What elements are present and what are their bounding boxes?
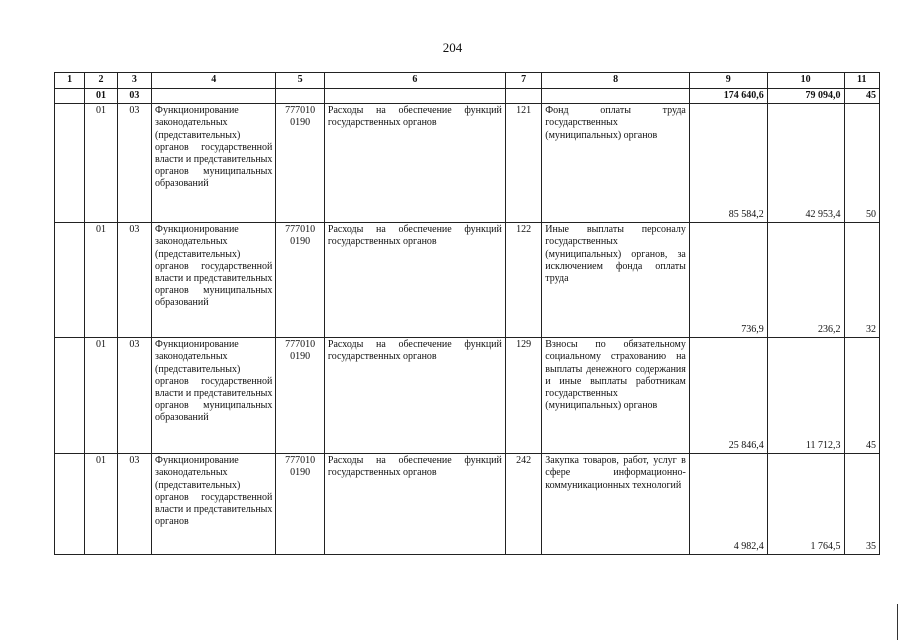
section-code: 01 (85, 104, 117, 223)
expense-type-code: 129 (505, 338, 541, 454)
amount-planned: 25 846,4 (689, 338, 767, 454)
expense-type-name: Взносы по обязательному социальному страхованию на выплаты денежного содержания и иные выплаты работникам государственных (муниципальных) органов (542, 338, 690, 454)
header-cell-1: 1 (55, 73, 85, 89)
target-article-name: Расходы на обеспечение функций государственных органов (324, 104, 505, 223)
row-empty-cell (55, 338, 85, 454)
summary-row (55, 89, 880, 104)
page-number: 204 (442, 40, 463, 55)
table-row (55, 338, 880, 454)
header-row (55, 73, 880, 89)
subsection-code: 03 (117, 104, 151, 223)
expense-type-code: 242 (505, 454, 541, 555)
margin-line (897, 604, 898, 640)
header-cell-2: 2 (85, 73, 117, 89)
budget-table (54, 72, 880, 555)
summary-percent: 45 (844, 89, 879, 104)
summary-empty-cell (324, 89, 505, 104)
summary-empty-cell (152, 89, 276, 104)
execution-percent: 50 (844, 104, 879, 223)
header-cell-10: 10 (767, 73, 844, 89)
target-article-name: Расходы на обеспечение функций государственных органов (324, 223, 505, 338)
row-empty-cell (55, 104, 85, 223)
header-cell-9: 9 (689, 73, 767, 89)
row-empty-cell (55, 223, 85, 338)
section-name: Функционирование законодательных (представительных) органов государственной власти и представительных органов (152, 454, 276, 555)
header-cell-7: 7 (505, 73, 541, 89)
summary-empty-cell (276, 89, 325, 104)
header-cell-4: 4 (152, 73, 276, 89)
summary-section-code: 01 (85, 89, 117, 104)
target-article-name: Расходы на обеспечение функций государственных органов (324, 454, 505, 555)
amount-executed: 1 764,5 (767, 454, 844, 555)
amount-executed: 42 953,4 (767, 104, 844, 223)
execution-percent: 35 (844, 454, 879, 555)
expense-type-code: 122 (505, 223, 541, 338)
execution-percent: 45 (844, 338, 879, 454)
target-article-code: 777010 0190 (276, 338, 325, 454)
summary-empty-cell (505, 89, 541, 104)
summary-empty-cell (542, 89, 690, 104)
expense-type-code: 121 (505, 104, 541, 223)
header-cell-11: 11 (844, 73, 879, 89)
execution-percent: 32 (844, 223, 879, 338)
expense-type-name: Фонд оплаты труда государственных (муниципальных) органов (542, 104, 690, 223)
amount-executed: 236,2 (767, 223, 844, 338)
expense-type-name: Закупка товаров, работ, услуг в сфере информационно-коммуникационных технологий (542, 454, 690, 555)
table-row (55, 223, 880, 338)
target-article-code: 777010 0190 (276, 104, 325, 223)
section-name: Функционирование законодательных (представительных) органов государственной власти и представительных органов муниципальных образований (152, 338, 276, 454)
section-code: 01 (85, 338, 117, 454)
amount-planned: 4 982,4 (689, 454, 767, 555)
summary-subsection-code: 03 (117, 89, 151, 104)
target-article-code: 777010 0190 (276, 223, 325, 338)
table-row (55, 454, 880, 555)
subsection-code: 03 (117, 223, 151, 338)
target-article-name: Расходы на обеспечение функций государственных органов (324, 338, 505, 454)
amount-executed: 11 712,3 (767, 338, 844, 454)
amount-planned: 736,9 (689, 223, 767, 338)
table-row (55, 104, 880, 223)
summary-amount-planned: 174 640,6 (689, 89, 767, 104)
header-cell-8: 8 (542, 73, 690, 89)
amount-planned: 85 584,2 (689, 104, 767, 223)
subsection-code: 03 (117, 454, 151, 555)
header-cell-3: 3 (117, 73, 151, 89)
section-name: Функционирование законодательных (представительных) органов государственной власти и представительных органов муниципальных образований (152, 223, 276, 338)
target-article-code: 777010 0190 (276, 454, 325, 555)
section-code: 01 (85, 223, 117, 338)
row-empty-cell (55, 454, 85, 555)
subsection-code: 03 (117, 338, 151, 454)
header-cell-6: 6 (324, 73, 505, 89)
summary-amount-executed: 79 094,0 (767, 89, 844, 104)
section-code: 01 (85, 454, 117, 555)
summary-empty-cell (55, 89, 85, 104)
section-name: Функционирование законодательных (представительных) органов государственной власти и представительных органов муниципальных образований (152, 104, 276, 223)
expense-type-name: Иные выплаты персоналу государственных (муниципальных) органов, за исключением фонда оплаты труда (542, 223, 690, 338)
header-cell-5: 5 (276, 73, 325, 89)
